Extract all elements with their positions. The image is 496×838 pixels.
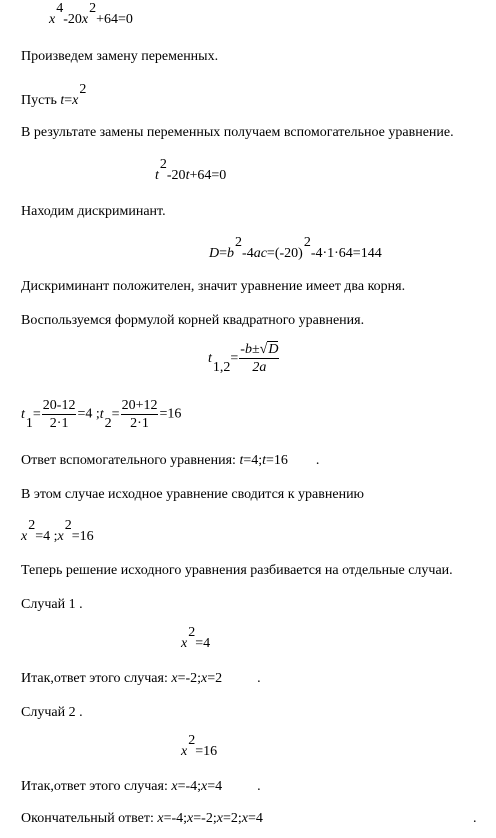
reduced-equations: x2=4 ;x2=16 — [21, 518, 94, 544]
let-line: Пусть t=x2 — [21, 82, 87, 108]
discriminant-text: Находим дискриминант. — [21, 204, 166, 219]
roots-values: t1= $\frac{20-12}{2\cdot 1}$ =4 ;t2= $\frac{20+12}{2\cdot 1}$ =16 — [21, 398, 182, 431]
case2-equation: x2=16 — [181, 733, 218, 759]
final-answer: Окончательный ответ: x=-4;x=-2;x=2;x=4 . — [21, 811, 477, 826]
let-label: Пусть — [21, 93, 57, 108]
aux-answer-line: Ответ вспомогательного уравнения: t=4;t=16 . — [21, 453, 320, 468]
case2-answer: Итак,ответ этого случая: x=-4;x=4 . — [21, 779, 261, 794]
roots-formula: t1,2= $\frac{-b\pm√D}{2a}$ — [208, 342, 279, 375]
positive-text: Дискриминант положителен, значит уравнение имеет два корня. — [21, 279, 406, 294]
substitution-text: Произведем замену переменных. — [21, 49, 219, 64]
case1-answer: Итак,ответ этого случая: x=-2;x=2 . — [21, 671, 261, 686]
cases-text: Теперь решение исходного уравнения разбивается на отдельные случаи. — [21, 563, 453, 578]
trailing-dot: . — [473, 811, 477, 826]
discriminant-equation: D=b2-4ac=(-20)2-4·1·64=144 — [209, 235, 382, 261]
reduces-text: В этом случае исходное уравнение сводится к уравнению — [21, 487, 365, 502]
main-equation: x4-20x2+64=0 — [49, 1, 133, 27]
case1-title: Случай 1 . — [21, 597, 83, 612]
aux-equation: t2-20t+64=0 — [155, 157, 227, 183]
case2-title: Случай 2 . — [21, 705, 83, 720]
case1-equation: x2=4 — [181, 625, 211, 651]
formula-text: Воспользуемся формулой корней квадратного уравнения. — [21, 313, 365, 328]
result-text: В результате замены переменных получаем вспомогательное уравнение. — [21, 125, 454, 140]
